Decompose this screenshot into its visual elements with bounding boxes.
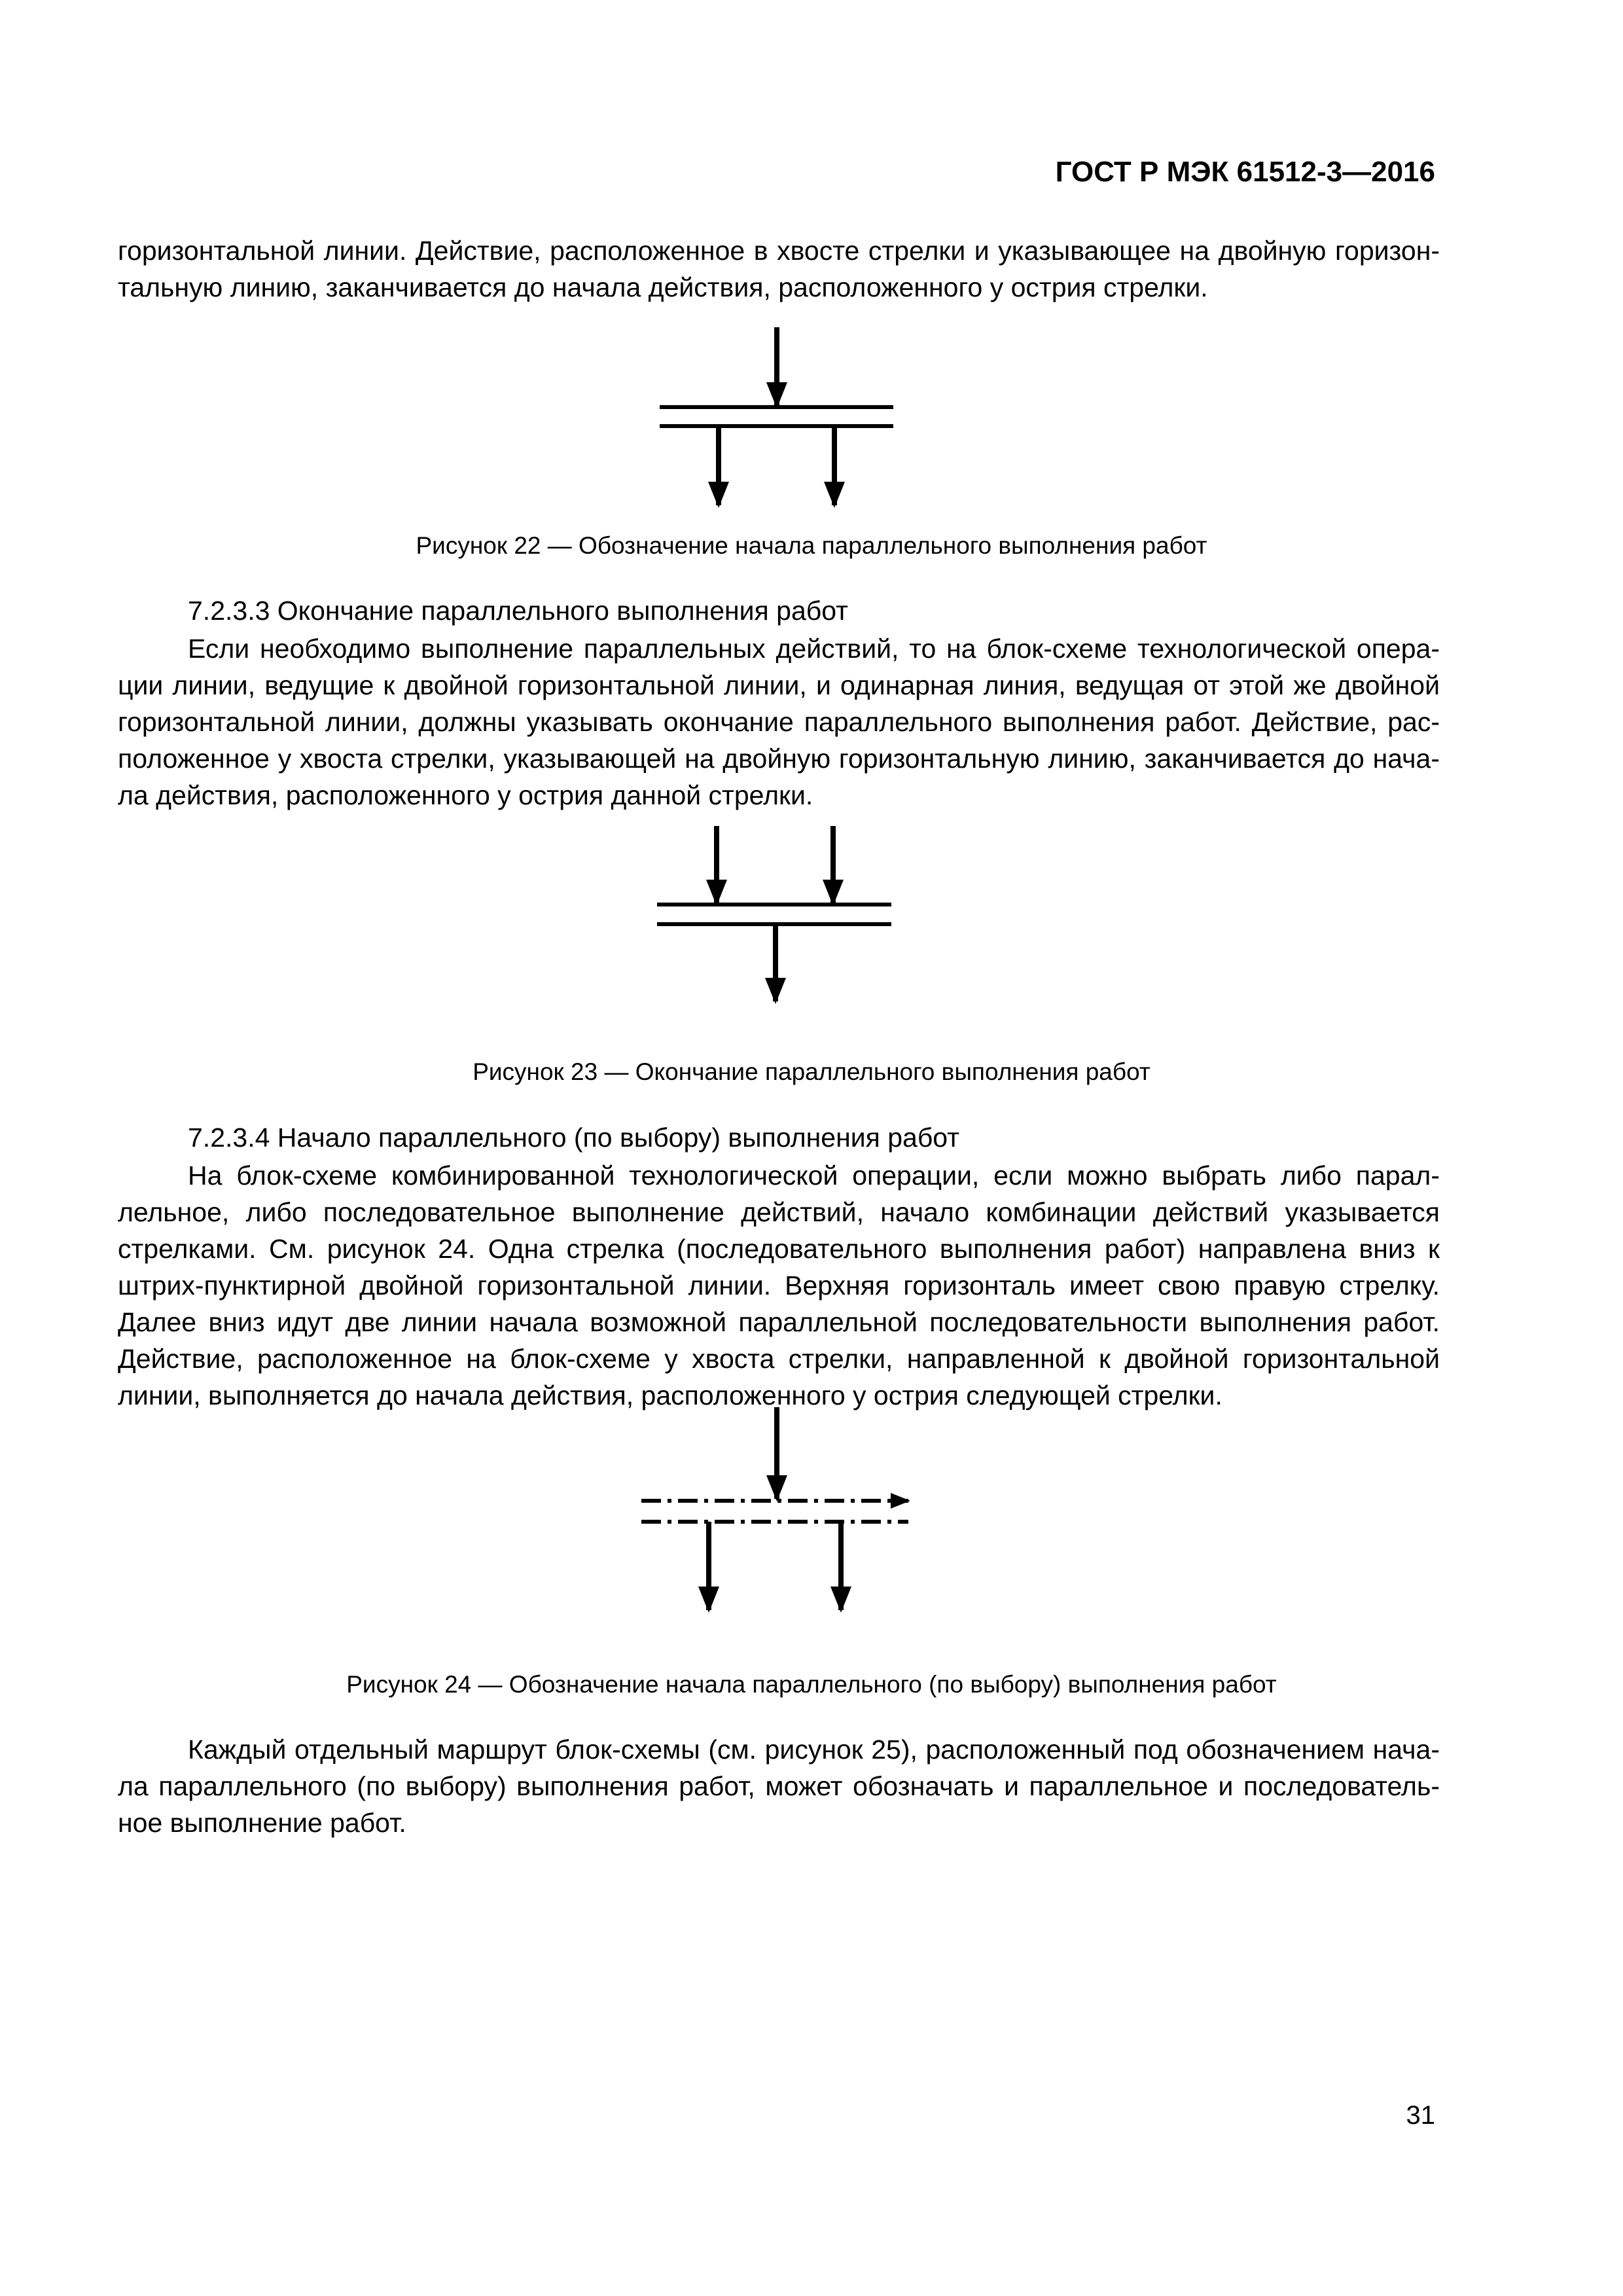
text-line: стрелками. См. рисунок 24. Одна стрелка (последовательного выполнения работ) направлена вниз к: [118, 1234, 1440, 1264]
text-line: Далее вниз идут две линии начала возможной параллельной последовательности выполнения работ.: [118, 1307, 1440, 1337]
figure-24-caption: Рисунок 24 — Обозначение начала параллельного (по выбору) выполнения работ: [346, 1671, 1277, 1698]
text-line: лельное, либо последовательное выполнение действий, начало комбинации действий указывается: [118, 1197, 1440, 1227]
figure-24-diagram: [641, 1407, 908, 1610]
text-line: Каждый отдельный маршрут блок-схемы (см. рисунок 25), расположенный под обозначением нача-: [188, 1734, 1440, 1765]
document-code-header: ГОСТ Р МЭК 61512-3—2016: [1055, 156, 1435, 188]
section-7233-heading: 7.2.3.3 Окончание параллельного выполнения работ: [188, 596, 848, 626]
text-line: ла параллельного (по выбору) выполнения работ, может обозначать и параллельное и последователь-: [118, 1771, 1440, 1801]
text-line: ции линии, ведущие к двойной горизонтальной линии, и одинарная линия, ведущая от этой же двойной: [118, 670, 1440, 700]
text-line: тальную линию, заканчивается до начала действия, расположенного у острия стрелки.: [118, 272, 1208, 302]
section-7234-paragraph: [118, 1157, 1440, 1414]
text-line: линии, выполняется до начала действия, расположенного у острия следующей стрелки.: [118, 1380, 1222, 1410]
text-line: На блок-схеме комбинированной технологической операции, если можно выбрать либо парал-: [188, 1160, 1440, 1191]
page-number: 31: [1406, 2101, 1435, 2130]
closing-paragraph: [118, 1731, 1440, 1841]
section-7234-heading: 7.2.3.4 Начало параллельного (по выбору) выполнения работ: [188, 1122, 959, 1153]
text-line: горизонтальной линии, должны указывать окончание параллельного выполнения работ. Действие, рас-: [118, 707, 1440, 737]
text-line: Действие, расположенное на блок-схеме у хвоста стрелки, направленной к двойной горизонтальной: [118, 1344, 1440, 1374]
text-line: ла действия, расположенного у острия данной стрелки.: [118, 780, 813, 810]
text-line: горизонтальной линии. Действие, расположенное в хвосте стрелки и указывающее на двойную горизон-: [118, 236, 1440, 266]
section-7233-paragraph: [118, 630, 1440, 814]
figure-23-caption: Рисунок 23 — Окончание параллельного выполнения работ: [473, 1058, 1150, 1085]
figure-22-caption: Рисунок 22 — Обозначение начала параллельного выполнения работ: [416, 532, 1207, 559]
text-line: Если необходимо выполнение параллельных действий, то на блок-схеме технологической опера-: [188, 634, 1440, 664]
figure-22-diagram: [660, 327, 893, 505]
text-line: штрих-пунктирной двойной горизонтальной линии. Верхняя горизонталь имеет свою правую стрелку.: [118, 1270, 1440, 1300]
text-line: ное выполнение работ.: [118, 1808, 406, 1838]
figure-23-diagram: [657, 826, 891, 1001]
text-line: положенное у хвоста стрелки, указывающей на двойную горизонтальную линию, заканчивается до нача-: [118, 744, 1440, 774]
